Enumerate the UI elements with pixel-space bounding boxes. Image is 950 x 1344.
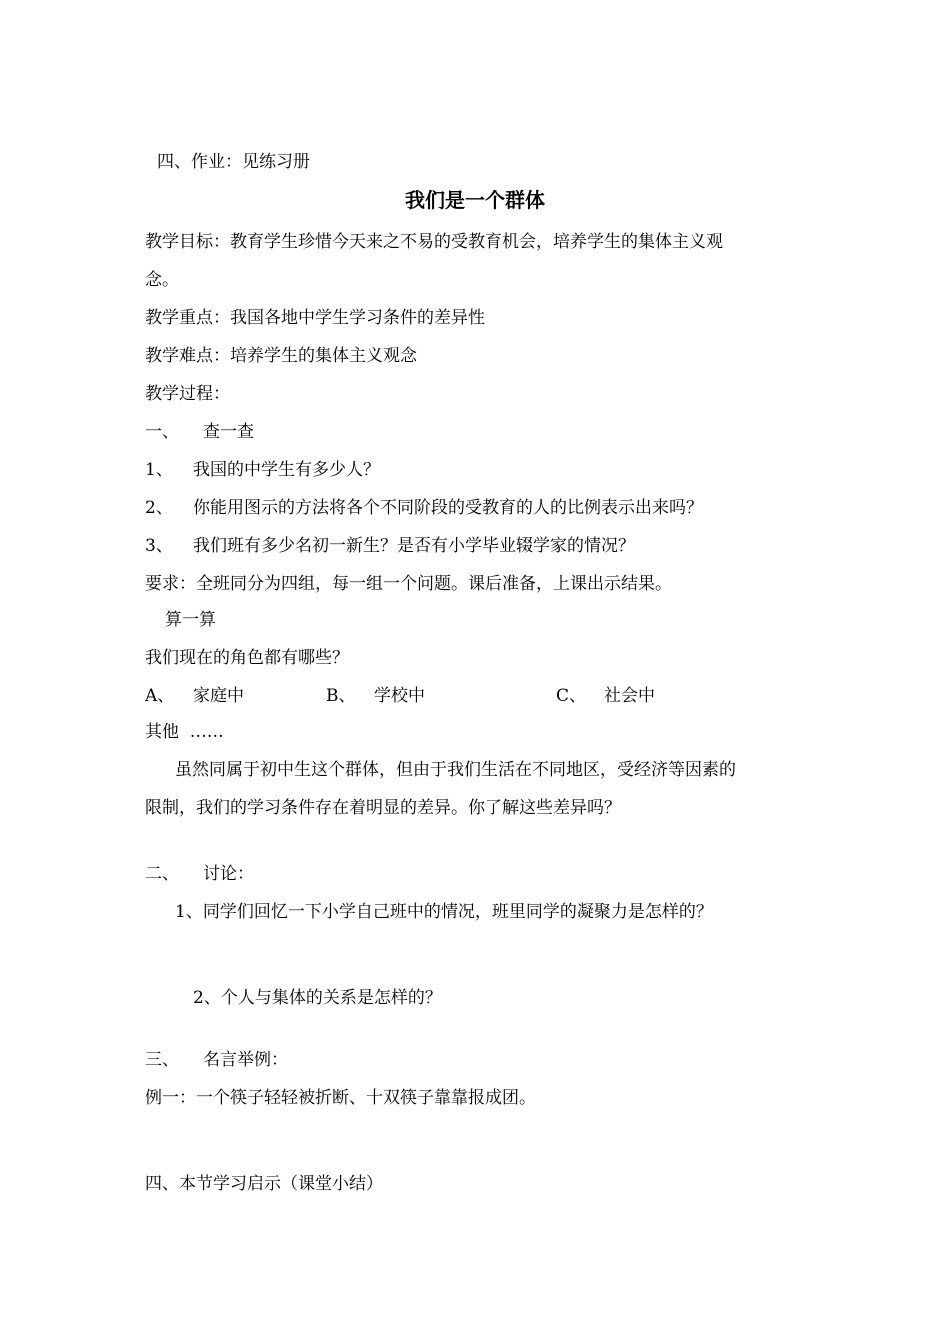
list-item-text: 你能用图示的方法将各个不同阶段的受教育的人的比例表示出来吗？ [193, 498, 703, 518]
role-option-number: C、 [556, 686, 587, 706]
roles-question: 我们现在的角色都有哪些？ [145, 648, 349, 668]
paragraph-line-1: 虽然同属于初中生这个群体，但由于我们生活在不同地区，受经济等因素的 [175, 760, 736, 780]
teaching-difficulty: 教学难点：培养学生的集体主义观念 [145, 346, 417, 366]
teaching-goal-line-1: 教学目标：教育学生珍惜今天来之不易的受教育机会，培养学生的集体主义观 [145, 232, 723, 252]
discussion-question-2: 2、个人与集体的关系是怎样的？ [193, 988, 442, 1008]
teaching-key-point: 教学重点：我国各地中学生学习条件的差异性 [145, 308, 485, 328]
list-item-text: 我们班有多少名初一新生？是否有小学毕业辍学家的情况？ [193, 536, 635, 556]
role-option-number: B、 [326, 686, 356, 706]
section-1-heading: 查一查 [203, 422, 254, 442]
section-2-heading: 讨论： [203, 864, 254, 884]
paragraph-line-2: 限制，我们的学习条件存在着明显的差异。你了解这些差异吗？ [145, 798, 621, 818]
others-line: 其他 …… [145, 722, 224, 742]
list-item-text: 我国的中学生有多少人？ [193, 460, 380, 480]
role-option-number: A、 [145, 686, 175, 706]
section-2-number: 二、 [145, 864, 179, 884]
section-4-heading: 四、本节学习启示（课堂小结） [145, 1174, 383, 1194]
teaching-process-label: 教学过程： [145, 384, 230, 404]
homework-line: 四、作业：见练习册 [157, 152, 310, 172]
teaching-goal-line-2: 念。 [145, 270, 179, 290]
page-title: 我们是一个群体 [405, 188, 545, 212]
discussion-question-1: 1、同学们回忆一下小学自己班中的情况，班里同学的凝聚力是怎样的？ [175, 902, 713, 922]
role-option-text: 社会中 [604, 686, 655, 706]
list-item-number: 3、 [145, 536, 173, 556]
requirement-line: 要求：全班同分为四组，每一组一个问题。课后准备，上课出示结果。 [145, 574, 672, 594]
role-option-text: 家庭中 [193, 686, 244, 706]
list-item-number: 2、 [145, 498, 173, 518]
role-option-text: 学校中 [374, 686, 425, 706]
section-3-heading: 名言举例： [203, 1050, 288, 1070]
example-line: 例一：一个筷子轻轻被折断、十双筷子靠靠报成团。 [145, 1088, 536, 1108]
section-3-number: 三、 [145, 1050, 179, 1070]
calc-heading: 算一算 [165, 610, 216, 630]
list-item-number: 1、 [145, 460, 173, 480]
section-1-number: 一、 [145, 422, 179, 442]
